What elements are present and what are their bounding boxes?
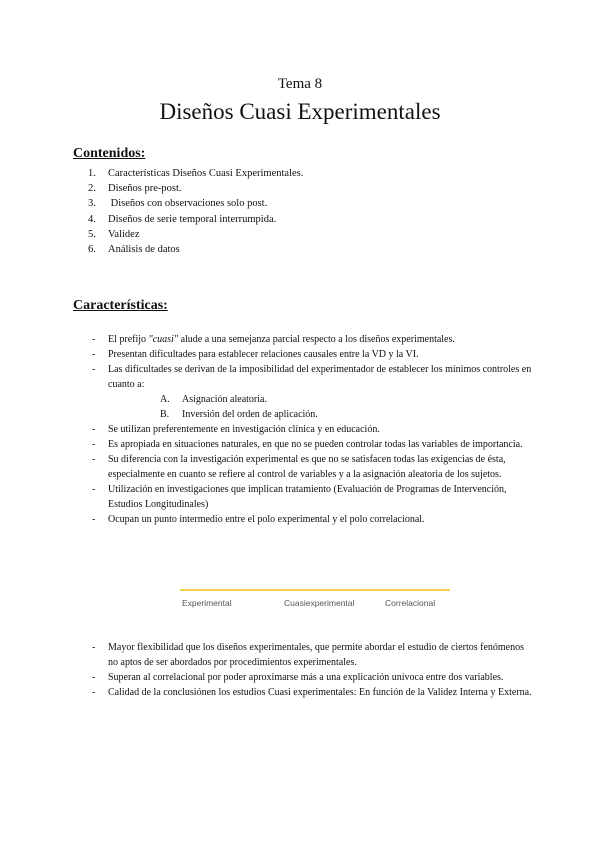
sub-list-item: B. Inversión del orden de aplicación. bbox=[160, 409, 318, 420]
caracteristicas-list bbox=[92, 332, 532, 527]
list-item: - Mayor flexibilidad que los diseños experimentales, que permite abordar el estudio de ciertos fenómenos no aptos de ser abordados por procedimientos experimentales. bbox=[92, 642, 524, 668]
tema-label: Tema 8 bbox=[277, 76, 323, 92]
list-item: - Calidad de la conclusiónen los estudios Cuasi experimentales: En función de la Validez Interna y Externa. bbox=[92, 687, 532, 698]
continuum-diagram bbox=[170, 586, 460, 616]
list-item: - Superan al correlacional por poder aproximarse más a una explicación unívoca entre dos variables. bbox=[92, 672, 504, 683]
caracteristicas-heading: Características: bbox=[73, 298, 168, 313]
contenidos-list bbox=[88, 166, 303, 257]
list-item: - Presentan dificultades para establecer relaciones causales entre la VD y la VI. bbox=[92, 349, 419, 360]
contenidos-heading: Contenidos: bbox=[73, 146, 146, 161]
list-item: - Es apropiada en situaciones naturales, en que no se pueden controlar todas las variables de importancia. bbox=[92, 439, 523, 450]
list-item: - Se utilizan preferentemente en investigación clínica y en educación. bbox=[92, 424, 380, 435]
sub-list bbox=[108, 392, 532, 422]
pole-cuasiexperimental-label: Cuasiexperimental bbox=[284, 598, 355, 608]
continuum-line bbox=[180, 589, 450, 591]
list-item: - Su diferencia con la investigación experimental es que no se satisfacen todas las exigencias de ésta, especialmente en cuanto se refiere al control de variables y a la asignación aleatoria de los sujetos. bbox=[92, 454, 506, 480]
list-item: 4. Diseños de serie temporal interrumpida. bbox=[88, 213, 277, 225]
list-item: 5. Validez bbox=[88, 228, 140, 240]
pole-correlacional-label: Correlacional bbox=[385, 598, 436, 608]
list-item: - Ocupan un punto intermedio entre el polo experimental y el polo correlacional. bbox=[92, 514, 425, 525]
list-item: - Las dificultades se derivan de la imposibilidad del experimentador de establecer los mínimos controles en cuanto a: A. Asignación aleatoria. B. Inversión del orden de aplicación. bbox=[92, 364, 532, 420]
page-title: Diseños Cuasi Experimentales bbox=[159, 99, 441, 124]
pole-experimental-label: Experimental bbox=[182, 598, 232, 608]
list-item: 1. Características Diseños Cuasi Experimentales. bbox=[88, 168, 304, 179]
sub-list-item: A. Asignación aleatoria. bbox=[160, 394, 267, 405]
list-item: 2. Diseños pre-post. bbox=[88, 183, 182, 195]
list-item: 6. Análisis de datos bbox=[88, 243, 180, 255]
list-item: 3. Diseños con observaciones solo post. bbox=[88, 198, 268, 210]
ventajas-list bbox=[92, 640, 532, 700]
list-item: - Utilización en investigaciones que implican tratamiento (Evaluación de Programas de Intervención, Estudios Longitudinales) bbox=[92, 484, 507, 510]
list-item: - El prefijo "cuasi" alude a una semejanza parcial respecto a los diseños experimentales. bbox=[92, 334, 455, 345]
